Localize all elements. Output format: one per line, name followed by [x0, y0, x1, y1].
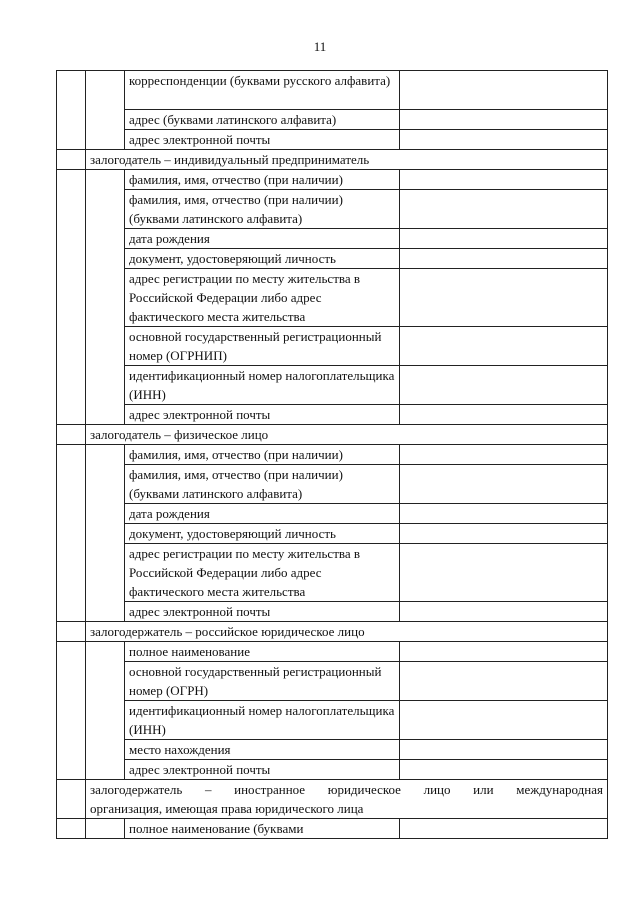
field-label: фамилия, имя, отчество (при наличии): [125, 445, 400, 465]
field-value-cell[interactable]: [400, 819, 608, 839]
field-value-cell[interactable]: [400, 740, 608, 760]
field-label: адрес регистрации по месту жительства в Российской Федерации либо адрес фактического места жительства: [125, 269, 400, 327]
field-value-cell[interactable]: [400, 130, 608, 150]
field-label: адрес регистрации по месту жительства в Российской Федерации либо адрес фактического места жительства: [125, 544, 400, 602]
section-heading-line2: организация, имеющая права юридического лица: [90, 801, 364, 816]
field-label: адрес (буквами латинского алфавита): [125, 110, 400, 130]
section-heading-row: [57, 425, 608, 445]
field-value-cell[interactable]: [400, 465, 608, 504]
section-heading-row: [57, 780, 608, 819]
field-label: документ, удостоверяющий личность: [125, 524, 400, 544]
table-row: [57, 229, 608, 249]
field-label: документ, удостоверяющий личность: [125, 249, 400, 269]
field-value-cell[interactable]: [400, 190, 608, 229]
field-value-cell[interactable]: [400, 71, 608, 110]
section-heading-row: [57, 622, 608, 642]
table-row: [57, 327, 608, 366]
field-label: фамилия, имя, отчество (при наличии) (буквами латинского алфавита): [125, 465, 400, 504]
field-value-cell[interactable]: [400, 269, 608, 327]
field-value-cell[interactable]: [400, 760, 608, 780]
field-value-cell[interactable]: [400, 110, 608, 130]
field-label: место нахождения: [125, 740, 400, 760]
field-label: корреспонденции (буквами русского алфавита): [125, 71, 400, 110]
table-row: [57, 760, 608, 780]
table-row: [57, 71, 608, 110]
field-label: адрес электронной почты: [125, 602, 400, 622]
table-row: [57, 269, 608, 327]
table-row: [57, 170, 608, 190]
section-heading-row: [57, 150, 608, 170]
field-label: основной государственный регистрационный номер (ОГРНИП): [125, 327, 400, 366]
field-value-cell[interactable]: [400, 249, 608, 269]
table-row: [57, 701, 608, 740]
field-value-cell[interactable]: [400, 504, 608, 524]
section-heading: [86, 780, 608, 819]
table-row: [57, 405, 608, 425]
table-row: [57, 524, 608, 544]
section-heading: залогодержатель – российское юридическое лицо: [86, 622, 608, 642]
table-row: [57, 504, 608, 524]
field-value-cell[interactable]: [400, 662, 608, 701]
field-label: полное наименование (буквами: [125, 819, 400, 839]
field-label: фамилия, имя, отчество (при наличии) (буквами латинского алфавита): [125, 190, 400, 229]
table-row: [57, 662, 608, 701]
table-row: [57, 544, 608, 602]
table-row: [57, 819, 608, 839]
field-value-cell[interactable]: [400, 524, 608, 544]
field-label: адрес электронной почты: [125, 405, 400, 425]
field-value-cell[interactable]: [400, 327, 608, 366]
field-label: идентификационный номер налогоплательщика (ИНН): [125, 701, 400, 740]
field-label: адрес электронной почты: [125, 130, 400, 150]
field-label: дата рождения: [125, 504, 400, 524]
table-row: [57, 190, 608, 229]
table-row: [57, 249, 608, 269]
field-value-cell[interactable]: [400, 445, 608, 465]
field-value-cell[interactable]: [400, 642, 608, 662]
table-row: [57, 130, 608, 150]
registry-form-table: [56, 70, 608, 839]
table-row: [57, 602, 608, 622]
field-value-cell[interactable]: [400, 366, 608, 405]
field-label: идентификационный номер налогоплательщика (ИНН): [125, 366, 400, 405]
field-label: фамилия, имя, отчество (при наличии): [125, 170, 400, 190]
section-heading: залогодатель – индивидуальный предприниматель: [86, 150, 608, 170]
field-value-cell[interactable]: [400, 544, 608, 602]
field-label: дата рождения: [125, 229, 400, 249]
table-row: [57, 465, 608, 504]
field-value-cell[interactable]: [400, 602, 608, 622]
field-value-cell[interactable]: [400, 701, 608, 740]
table-row: [57, 445, 608, 465]
table-row: [57, 366, 608, 405]
table-row: [57, 110, 608, 130]
table-row: [57, 642, 608, 662]
field-value-cell[interactable]: [400, 405, 608, 425]
field-value-cell[interactable]: [400, 229, 608, 249]
section-heading: залогодатель – физическое лицо: [86, 425, 608, 445]
table-row: [57, 740, 608, 760]
field-label: основной государственный регистрационный номер (ОГРН): [125, 662, 400, 701]
section-heading-line1: залогодержатель – иностранное юридическое лицо или международная: [90, 782, 603, 797]
field-label: адрес электронной почты: [125, 760, 400, 780]
field-value-cell[interactable]: [400, 170, 608, 190]
page-number: 11: [313, 39, 327, 54]
field-label: полное наименование: [125, 642, 400, 662]
